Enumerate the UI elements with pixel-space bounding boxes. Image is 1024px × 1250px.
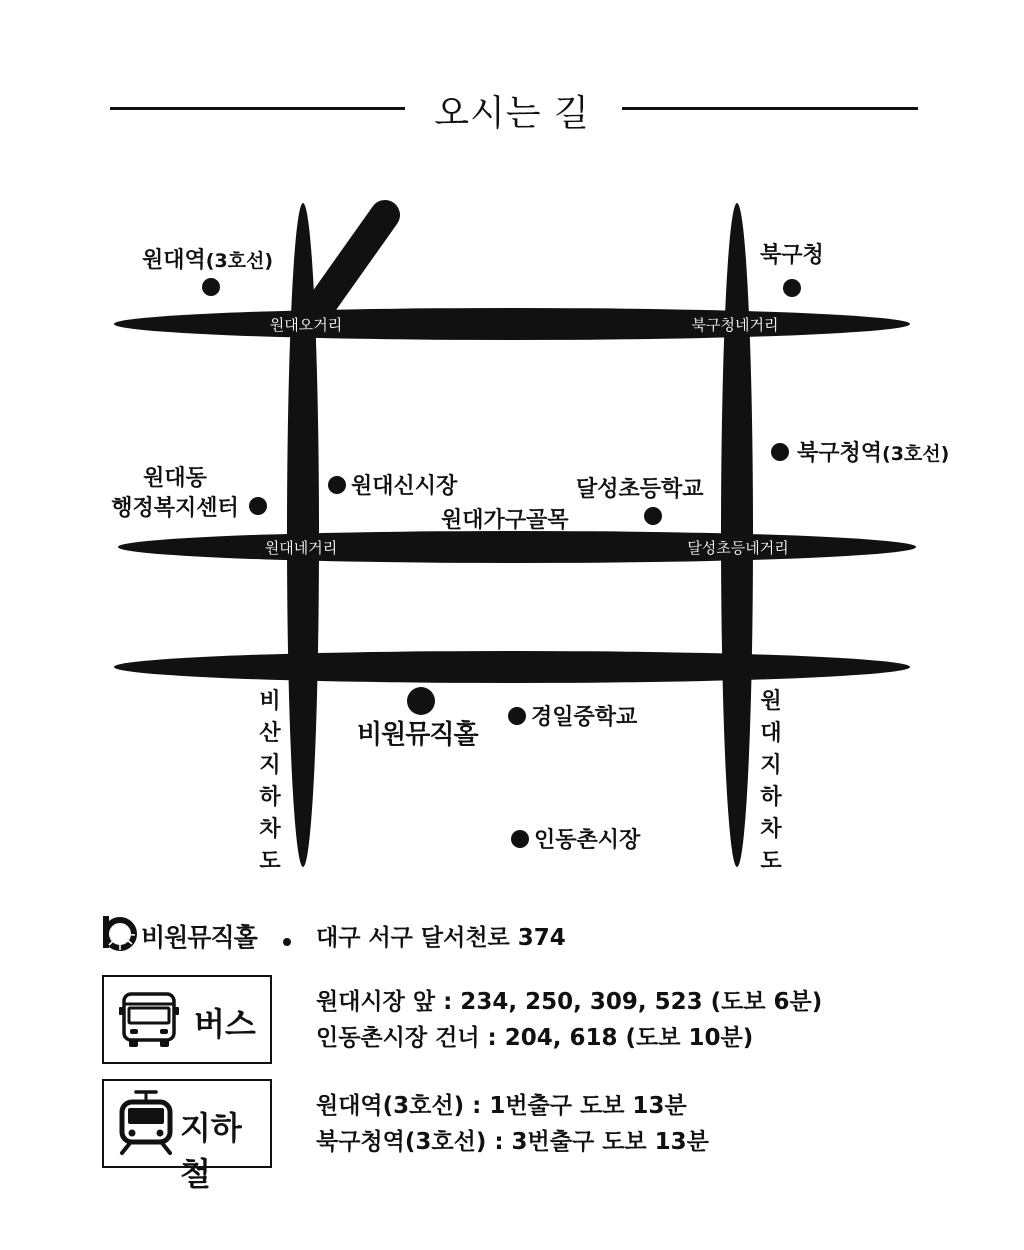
road-diagonal bbox=[312, 215, 385, 318]
logo-dot bbox=[283, 938, 291, 946]
train-icon bbox=[114, 1089, 178, 1155]
indongchon-market-label: 인동촌시장 bbox=[534, 828, 641, 853]
bus-label: 버스 bbox=[194, 1005, 256, 1043]
bus-route-1: 원대시장 앞 : 234, 250, 309, 523 (도보 6분) bbox=[316, 989, 823, 1015]
road-right-vertical bbox=[721, 203, 753, 867]
bukgu-station-label: 북구청역(3호선) bbox=[797, 441, 950, 466]
gyeongil-school-marker bbox=[508, 707, 526, 725]
wondae-underpass-text: 원 대 지 하 차 도 bbox=[760, 689, 782, 874]
venue-logo bbox=[103, 914, 293, 954]
dalseong-school-label: 달성초등학교 bbox=[576, 477, 704, 502]
bukgu-station-marker bbox=[771, 443, 789, 461]
bukgu-office-label: 북구청 bbox=[760, 243, 824, 268]
wondae-dong-label-line2: 행정복지센터 bbox=[111, 496, 239, 521]
logo-icon bbox=[103, 914, 139, 954]
bisan-underpass-text: 비 산 지 하 차 도 bbox=[259, 689, 281, 874]
subway-route-1: 원대역(3호선) : 1번출구 도보 13분 bbox=[316, 1093, 687, 1119]
wondae-market-label: 원대신시장 bbox=[351, 474, 458, 499]
logo-text: 비원뮤직홀 bbox=[141, 923, 257, 952]
bukgu-office-marker bbox=[783, 279, 801, 297]
road-label-wondae-ogeori: 원대오거리 bbox=[269, 316, 343, 334]
bus-route-2: 인동촌시장 건너 : 204, 618 (도보 10분) bbox=[316, 1025, 754, 1051]
subway-label: 지하철 bbox=[180, 1109, 242, 1193]
page-title: 오시는 길 bbox=[434, 93, 590, 134]
indongchon-market-marker bbox=[511, 830, 529, 848]
bus-icon bbox=[118, 991, 182, 1049]
wondae-station-label: 원대역(3호선) bbox=[142, 248, 274, 273]
venue-label: 비원뮤직홀 bbox=[357, 720, 478, 750]
wondae-dong-marker bbox=[249, 497, 267, 515]
road-bottom bbox=[114, 651, 910, 683]
road-label-dalseong-negeori: 달성초등네거리 bbox=[687, 539, 789, 557]
wondae-market-marker bbox=[328, 476, 346, 494]
bisan-underpass-label bbox=[258, 688, 281, 874]
dalseong-school-marker bbox=[644, 507, 662, 525]
bus-box bbox=[102, 975, 272, 1064]
subway-box bbox=[102, 1079, 272, 1193]
wondae-dong-label-line1: 원대동 bbox=[143, 466, 207, 491]
wondae-underpass-label bbox=[759, 688, 782, 874]
subway-route-2: 북구청역(3호선) : 3번출구 도보 13분 bbox=[316, 1129, 709, 1155]
road-middle bbox=[118, 531, 916, 563]
wondae-station-marker bbox=[202, 278, 220, 296]
gyeongil-school-label: 경일중학교 bbox=[531, 705, 638, 730]
road-label-bukgu-negeori: 북구청네거리 bbox=[691, 316, 779, 334]
address-text: 대구 서구 달서천로 374 bbox=[316, 925, 566, 951]
furniture-alley-label: 원대가구골목 bbox=[441, 508, 569, 533]
road-label-wondae-negeori: 원대네거리 bbox=[264, 539, 338, 557]
road-top bbox=[114, 308, 910, 340]
venue-marker bbox=[407, 687, 435, 715]
